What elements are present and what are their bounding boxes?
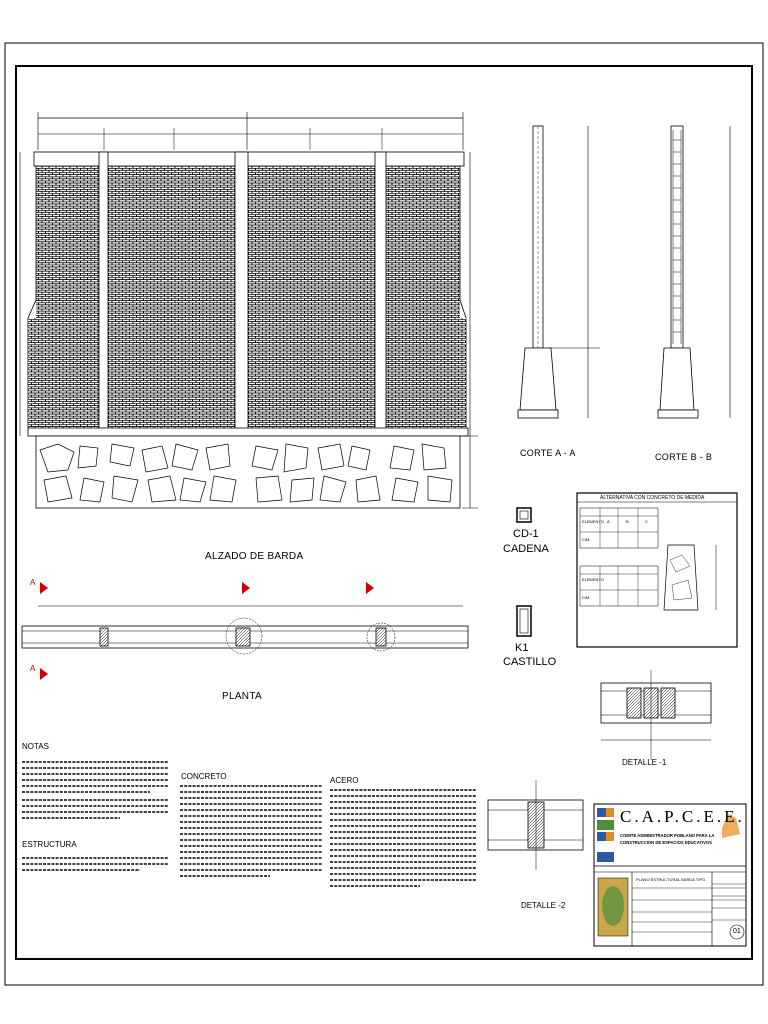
org-line-2: CONSTRUCCION DE ESPACIOS EDUCATIVOS <box>620 840 712 845</box>
concreto-heading: CONCRETO <box>181 772 227 781</box>
sheet-number: 01 <box>733 928 741 935</box>
section-marker-a-top: A <box>30 578 36 587</box>
alt-table-header-2: B <box>626 519 629 524</box>
plan-title: PLANTA <box>222 691 262 702</box>
detail-1-title: DETALLE -1 <box>622 758 667 767</box>
alt-table-header-1: A <box>607 519 610 524</box>
section-a-title: CORTE A - A <box>520 448 576 458</box>
plan-name: PLANO ESTRUCTURAL BARDA TIPO <box>636 877 706 882</box>
org-line-1: COMITE ADMINISTRADOR POBLANO PARA LA <box>620 833 715 838</box>
alt-table-header-0: ELEMENTO <box>582 519 604 524</box>
cadena-name: CADENA <box>503 543 549 555</box>
cadena-code: CD-1 <box>513 528 539 540</box>
alt-table-heading: ALTERNATIVA CON CONCRETO DE MEDIDA <box>600 495 705 501</box>
section-marker-a-bottom: A <box>30 664 36 673</box>
notes-heading: NOTAS <box>22 742 49 751</box>
estructura-heading: ESTRUCTURA <box>22 840 77 849</box>
alt-table-row-label-b: CIM <box>582 595 590 600</box>
elevation-title: ALZADO DE BARDA <box>205 551 304 562</box>
castillo-code: K1 <box>515 642 529 654</box>
detail-2-title: DETALLE -2 <box>521 901 566 910</box>
alt-table-header-3: C <box>645 519 648 524</box>
alt-table-row-label: CIM <box>582 537 590 542</box>
acero-heading: ACERO <box>330 776 359 785</box>
section-b-title: CORTE B - B <box>655 452 713 462</box>
alt-table-header-0b: ELEMENTO <box>582 577 604 582</box>
castillo-name: CASTILLO <box>503 656 557 668</box>
capcee-brand: C.A.P.C.E.E. <box>620 807 745 826</box>
